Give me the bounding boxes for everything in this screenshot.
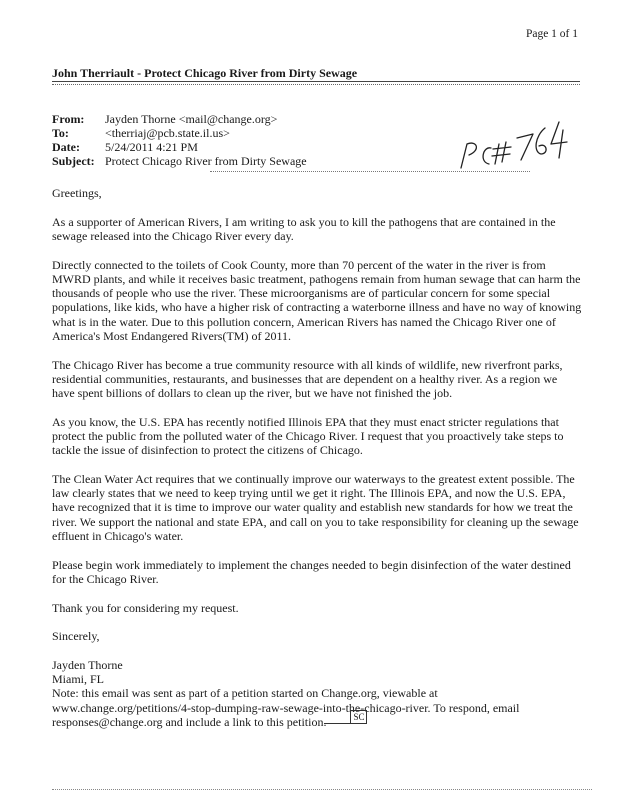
email-body: [52, 186, 582, 687]
header-label: Date:: [52, 140, 80, 154]
footer-line: Note: this email was sent as part of a petition started on Change.org, viewable at: [52, 686, 438, 700]
header-subject: [52, 154, 307, 168]
signature-block: [52, 658, 582, 686]
body-paragraph: Please begin work immediately to implement the changes needed to begin disinfection of the water destined for the Chicago River.: [52, 557, 571, 586]
header-label: Subject:: [52, 154, 95, 168]
body-paragraph: The Clean Water Act requires that we continually improve our waterways to the greatest extent possible. The law clearly states that we need to keep trying until we get it right. The Illinois EPA, and now the U.S. EPA, have recognized that it is time to improve our water quality and establish new standards for how we treat the river. We support the national and state EPA, and call on you to take responsibility for cleaning up the sewage effluent in Chicago's water.: [52, 472, 579, 543]
reviewer-stamp: SC: [350, 710, 367, 724]
header-value: 5/24/2011 4:21 PM: [105, 140, 198, 154]
body-paragraph: The Chicago River has become a true community resource with all kinds of wildlife, new riverfront parks, residential communities, restaurants, and businesses that are dependent on a healthy river. As a region we have spent billions of dollars to clean up the river, but we have not finished the job.: [52, 357, 563, 401]
title-divider: [52, 81, 580, 85]
document-title: John Therriault - Protect Chicago River from Dirty Sewage: [52, 66, 358, 80]
header-from: [52, 112, 307, 126]
closing: Sincerely,: [52, 629, 100, 644]
footer-line: www.change.org/petitions/4-stop-dumping-raw-sewage-into-the-chicago-river. To respond, email: [52, 700, 520, 715]
body-paragraph: Directly connected to the toilets of Cook County, more than 70 percent of the water in the river is from MWRD plants, and while it receives basic treatment, pathogens remain from human sewage that can harm the thousands of people who use the river. These microorganisms are of particular concern for some special populations, like kids, who have a higher risk of contracting a waterborne illness and have no way of knowing what is in the water. Due to this pollution concern, American Rivers has named the Chicago River one of America's Most Endangered Rivers(TM) of 2011.: [52, 257, 582, 343]
stamp-underline: [324, 723, 350, 724]
header-value: Jayden Thorne <mail@change.org>: [105, 112, 278, 126]
body-paragraph: As you know, the U.S. EPA has recently notified Illinois EPA that they must enact stricter regulations that protect the public from the polluted water of the Chicago River. I request that you proactively take steps to tackle the issue of disinfection to protect the citizens of Chicago.: [52, 414, 564, 458]
email-headers: [52, 112, 307, 168]
signature-name: Jayden Thorne: [52, 658, 123, 673]
header-value: Protect Chicago River from Dirty Sewage: [105, 154, 307, 168]
petition-footer: [52, 686, 582, 730]
header-label: From:: [52, 112, 85, 126]
body-paragraph: As a supporter of American Rivers, I am writing to ask you to kill the pathogens that are contained in the sewage released into the Chicago River every day.: [52, 214, 556, 243]
footer-line: [52, 712, 582, 730]
page-number: Page 1 of 1: [525, 28, 578, 40]
footer-line-text: responses@change.org and include a link to this petition.: [52, 715, 327, 730]
header-label: To:: [52, 126, 69, 140]
header-divider: [210, 171, 530, 172]
header-to: [52, 126, 307, 140]
header-value: <therriaj@pcb.state.il.us>: [105, 126, 230, 140]
greeting: Greetings,: [52, 186, 102, 200]
signature-location: Miami, FL: [52, 672, 105, 687]
handwritten-pc-number: [455, 118, 570, 178]
scan-footer-artifact: [52, 789, 592, 794]
header-date: [52, 140, 307, 154]
body-paragraph: Thank you for considering my request.: [52, 600, 239, 615]
